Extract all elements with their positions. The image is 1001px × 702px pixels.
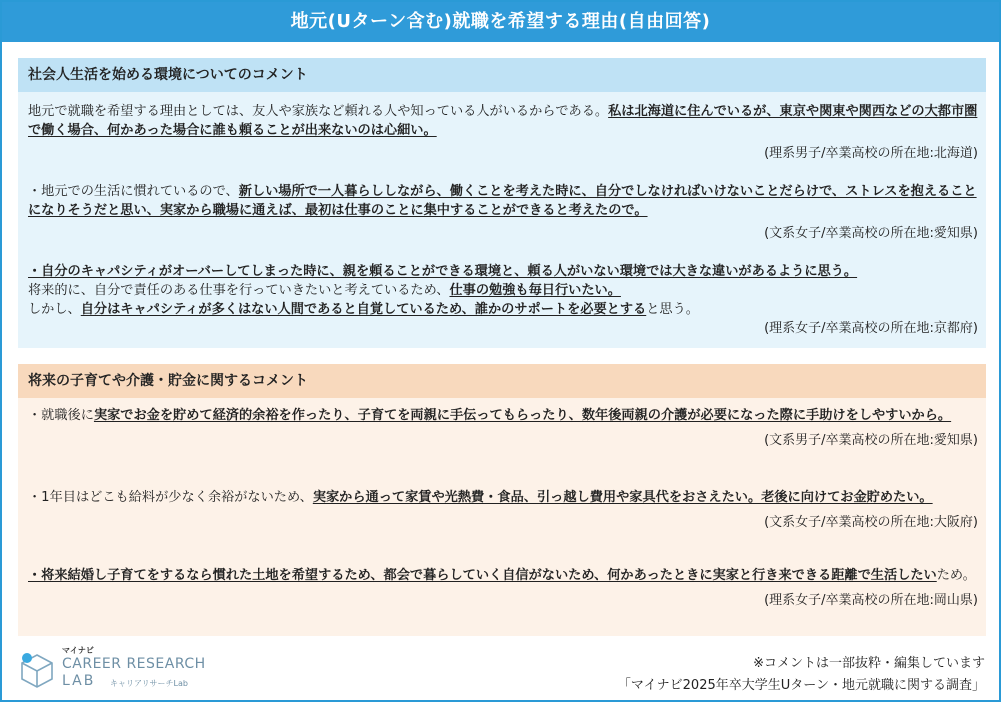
comment-text: 将来的に、自分で責任のある仕事を行っていきたいと考えているため、 — [28, 283, 450, 298]
comment-attribution: (文系女子/卒業高校の所在地:大阪府) — [764, 515, 978, 530]
comment-attribution: (理系女子/卒業高校の所在地:岡山県) — [764, 593, 978, 608]
comment-text: ・就職後に — [28, 408, 94, 423]
section-environment — [18, 58, 986, 348]
logo-title: CAREER RESEARCH — [62, 656, 206, 672]
comment-attribution: (文系男子/卒業高校の所在地:愛知県) — [764, 433, 978, 448]
comment-2 — [28, 182, 978, 243]
comment-highlight: 自分はキャパシティが多くはない人間であると自覚しているため、誰かのサポートを必要とする — [80, 302, 647, 317]
comment-highlight: 仕事の勉強も毎日行いたい。 — [449, 283, 621, 298]
career-research-lab-logo — [18, 645, 218, 695]
comment-highlight: 新しい場所で一人暮らししながら、働くことを考えた時に、自分でしなければいけないことだらけで、ストレスを抱えることになりそうだと思い、実家から職場に通えば、最初は仕事のことに集中することができると考えたので。 — [28, 184, 977, 218]
comment-4 — [28, 406, 978, 450]
logo-subtitle: キャリアリサーチLab — [110, 679, 188, 688]
comment-highlight: 私は北海道に住んでいるが、東京や関東や関西などの大都市圏で働く場合、何かあった場合に誰も頼ることが出来ないのは心細い。 — [28, 104, 978, 138]
comment-text: しかし、 — [28, 302, 81, 317]
comment-text: ・1年目はどこも給料が少なく余裕がないため、 — [28, 490, 313, 505]
comment-attribution: (理系男子/卒業高校の所在地:北海道) — [764, 146, 978, 161]
logo-lab: LAB — [62, 673, 96, 689]
comment-3 — [28, 262, 978, 338]
comment-attribution: (理系女子/卒業高校の所在地:京都府) — [764, 321, 978, 336]
comment-highlight: 実家から通って家賃や光熱費・食品、引っ越し費用や家具代をおさえたい。老後に向けてお金貯めたい。 — [312, 490, 933, 505]
page-title: 地元(Uターン含む)就職を希望する理由(自由回答) — [2, 2, 999, 42]
comment-text: ため。 — [936, 568, 976, 583]
section-childcare-savings — [18, 364, 986, 636]
section-heading: 将来の子育てや介護・貯金に関するコメント — [18, 364, 986, 398]
comment-text: と思う。 — [646, 302, 699, 317]
comment-6 — [28, 566, 978, 610]
logo-brand: マイナビ — [62, 646, 94, 655]
comment-highlight: 実家でお金を貯めて経済的余裕を作ったり、子育てを両親に手伝ってもらったり、数年後両親の介護が必要になった際に手助けをしやすいから。 — [93, 408, 952, 423]
footer-source: 「マイナビ2025年卒大学生Uターン・地元就職に関する調査」 — [617, 678, 985, 693]
comment-highlight: ・将来結婚し子育てをするなら慣れた土地を希望するため、都会で暮らしていく自信がないため、何かあったときに実家と行き来できる距離で生活したい — [28, 568, 937, 583]
comment-attribution: (文系女子/卒業高校の所在地:愛知県) — [764, 226, 978, 241]
cube-logo-icon — [18, 649, 56, 689]
comment-5 — [28, 488, 978, 532]
comment-text: ・地元での生活に慣れているので、 — [28, 184, 239, 199]
section-heading: 社会人生活を始める環境についてのコメント — [18, 58, 986, 92]
comment-highlight: ・自分のキャパシティがオーバーしてしまった時に、親を頼ることができる環境と、頼る人がいない環境では大きな違いがあるように思う。 — [28, 264, 858, 279]
comment-1 — [28, 102, 978, 163]
footer-note: ※コメントは一部抜粋・編集しています — [753, 656, 985, 671]
comment-text: 地元で就職を希望する理由としては、友人や家族など頼れる人や知っている人がいるからである。 — [28, 104, 609, 119]
